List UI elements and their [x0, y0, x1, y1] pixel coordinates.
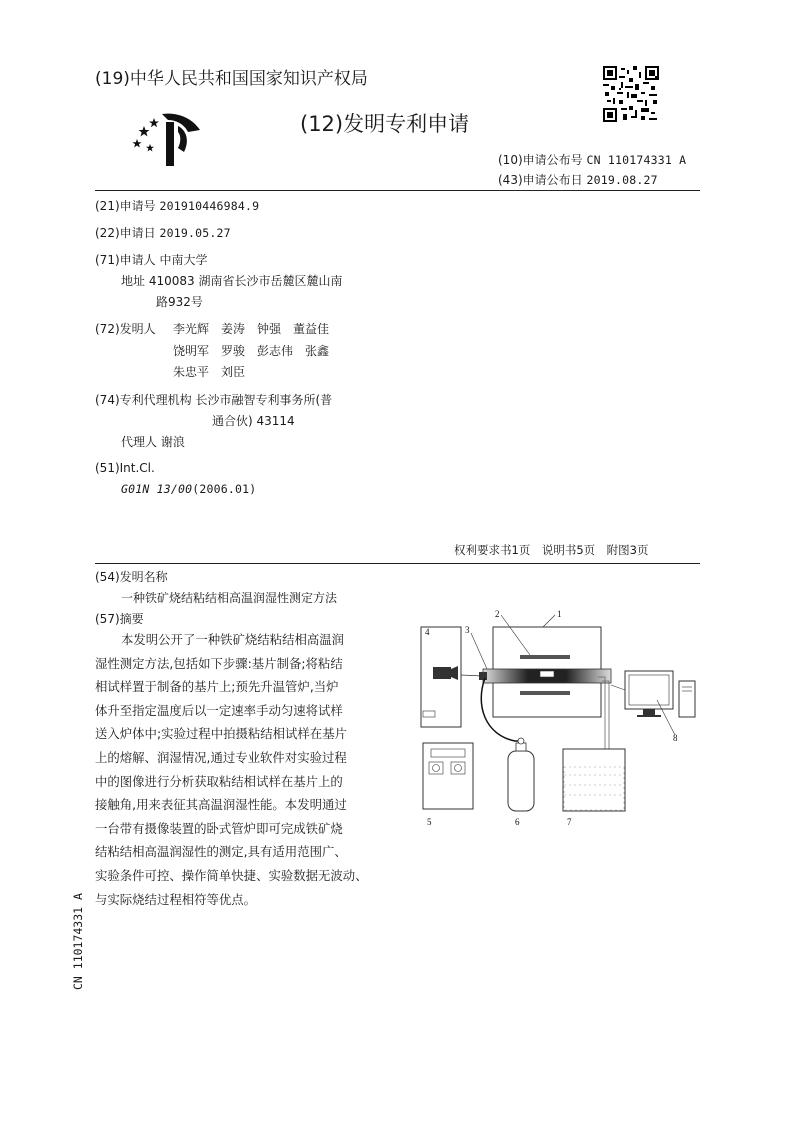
- ipc-code: G01N 13/00: [121, 482, 193, 496]
- label-6: 6: [515, 817, 520, 827]
- inventors-line1: 李光辉 姜涛 钟强 董益佳: [173, 322, 330, 336]
- sample-holder: [540, 671, 554, 677]
- address: [121, 272, 342, 289]
- agency-label: (74)专利代理机构: [95, 393, 192, 407]
- abstract-line: 接触角,用来表征其高温润湿性能。本发明通过: [95, 797, 347, 813]
- camera: [433, 667, 451, 679]
- agency: [95, 391, 332, 408]
- label-4: 4: [425, 627, 430, 637]
- abstract-text: [95, 628, 385, 911]
- abstract-line: 本发明公开了一种铁矿烧结粘结相高温润: [121, 632, 345, 647]
- abstract-line: 中的图像进行分析获取粘结相试样在基片上的: [95, 773, 343, 789]
- label-1: 1: [557, 609, 562, 619]
- abstract-line: 体升至指定温度后以一定速率手动匀速将试样: [95, 702, 343, 718]
- lower-heating-plate: [520, 691, 570, 695]
- abstract-line: 湿性测定方法,包括如下步骤:基片制备;将粘结: [95, 655, 343, 671]
- pub-date-label: (43)申请公布日: [498, 173, 583, 187]
- counts-divider: [95, 563, 700, 564]
- ipc-label: (51)Int.Cl.: [95, 461, 155, 475]
- water-tank: [563, 749, 625, 811]
- abstract-line: 相试样置于制备的基片上;预先升温管炉,当炉: [95, 679, 339, 695]
- inventors-line3: 朱忠平 刘臣: [173, 365, 246, 379]
- agent-value: 谢浪: [160, 435, 185, 449]
- side-number-text: CN 110174331 A: [71, 893, 85, 990]
- publication-number: [498, 151, 686, 168]
- label-7: 7: [567, 817, 572, 827]
- agency-line2: 通合伙) 43114: [212, 414, 295, 428]
- document-type: (12)发明专利申请: [300, 112, 470, 136]
- abstract-label: (57)摘要: [95, 612, 144, 626]
- inventors-label: (72)发明人: [95, 322, 156, 336]
- address-line2: 路932号: [156, 295, 203, 309]
- qr-code: [603, 66, 659, 122]
- agent-label: 代理人: [121, 435, 158, 449]
- upper-heating-plate: [520, 655, 570, 659]
- cnipa-logo: [128, 108, 208, 168]
- inventors-line2: 饶明军 罗骏 彭志伟 张鑫: [173, 344, 330, 358]
- pub-no-label: (10)申请公布号: [498, 153, 583, 167]
- apparatus-figure: [405, 605, 700, 835]
- applicant: [95, 251, 207, 268]
- header-divider: [95, 190, 700, 191]
- agent: [121, 433, 185, 450]
- label-2: 2: [495, 609, 500, 619]
- ipc-version: (2006.01): [192, 482, 257, 496]
- camera-switch: [423, 711, 435, 717]
- pub-date-value: 2019.08.27: [586, 173, 658, 187]
- invention-title: 一种铁矿烧结粘结相高温润湿性测定方法: [121, 591, 338, 605]
- filing-date-value: 2019.05.27: [159, 226, 231, 240]
- address-label: 地址: [121, 274, 146, 288]
- office-name: (19)中华人民共和国国家知识产权局: [95, 69, 368, 89]
- app-no-value: 201910446984.9: [159, 199, 260, 213]
- ipc-classification: [121, 482, 256, 496]
- filing-date: [95, 224, 231, 241]
- gas-cylinder: [508, 751, 534, 811]
- label-3: 3: [465, 625, 470, 635]
- computer-tower: [679, 681, 695, 717]
- title-label: (54)发明名称: [95, 570, 168, 584]
- abstract-line: 结粘结相高温润湿性的测定,具有适用范围广、: [95, 844, 347, 860]
- abstract-line: 送入炉体中;实验过程中拍摄粘结相试样在基片: [95, 726, 347, 742]
- publication-date: [498, 171, 658, 188]
- abstract-line: 实验条件可控、操作简单快捷、实验数据无波动、: [95, 867, 368, 883]
- filing-date-label: (22)申请日: [95, 226, 156, 240]
- label-8: 8: [673, 733, 678, 743]
- applicant-label: (71)申请人: [95, 253, 156, 267]
- side-publication-number: [63, 890, 93, 995]
- abstract-line: 上的熔解、润湿情况,通过专业软件对实验过程: [95, 749, 347, 765]
- application-number: [95, 197, 259, 214]
- label-5: 5: [427, 817, 432, 827]
- app-no-label: (21)申请号: [95, 199, 156, 213]
- abstract-line: 一台带有摄像装置的卧式管炉即可完成铁矿烧: [95, 820, 343, 836]
- agency-line1: 长沙市融智专利事务所(普: [195, 393, 333, 407]
- address-line1: 410083 湖南省长沙市岳麓区麓山南: [148, 274, 343, 288]
- pub-no-value: CN 110174331 A: [586, 153, 687, 167]
- applicant-value: 中南大学: [159, 253, 208, 267]
- abstract-line: 与实际烧结过程相符等优点。: [95, 891, 257, 907]
- page-counts: 权利要求书1页 说明书5页 附图3页: [454, 543, 649, 557]
